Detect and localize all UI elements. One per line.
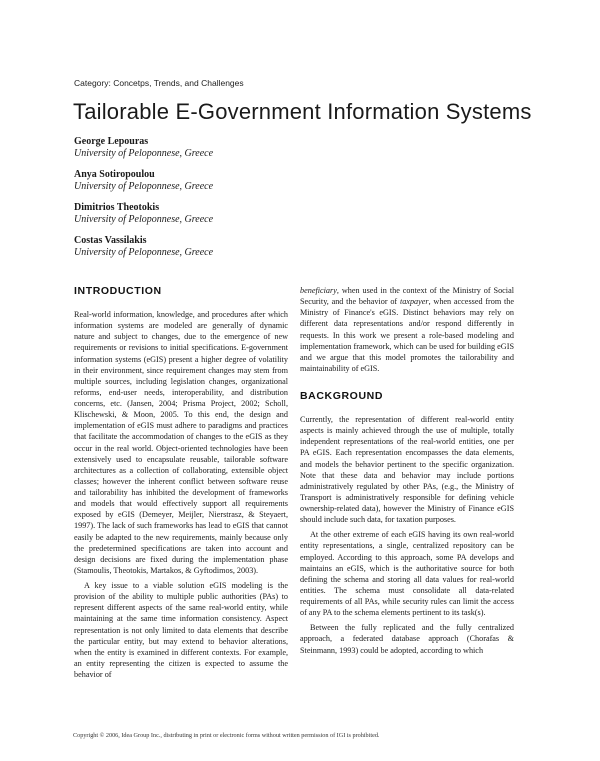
author-list	[74, 136, 374, 268]
paper-title: Tailorable E-Government Information Systems	[73, 99, 532, 124]
copyright-footer: Copyright © 2006, Idea Group Inc., distributing in print or electronic forms without written permission of IGI is prohibited.	[73, 732, 380, 739]
author-affiliation: University of Peloponnese, Greece	[74, 246, 214, 258]
background-heading: BACKGROUND	[300, 390, 383, 402]
author-affiliation: University of Peloponnese, Greece	[74, 147, 214, 159]
introduction-paragraph-continued	[300, 285, 514, 374]
introduction-paragraph	[74, 580, 288, 680]
author-name: Anya Sotiropoulou	[74, 169, 155, 180]
author-block	[74, 202, 374, 225]
introduction-heading: INTRODUCTION	[74, 285, 162, 297]
author-name: Costas Vassilakis	[74, 235, 147, 246]
author-name: Dimitrios Theotokis	[74, 202, 160, 213]
background-paragraph: At the other extreme of each eGIS having its own real-world entity representations, a single, centralized repository can be employed. According to this approach, some PA develops and maintains an eGIS, which is the authoritative source for both defining the schema and storing all data values for real-world entities. The schema must consolidate all data-related requirements of all PAs, while security rules can limit the access of any PA to the schema elements pertinent to its task(s).	[300, 530, 514, 618]
beneficiary-term: beneficiary	[300, 286, 337, 295]
right-column	[300, 285, 514, 656]
background-paragraph: Currently, the representation of different real-world entity aspects is mainly achieved through the use of multiple, totally independent representations of the real-world entities, one per PA eGIS. Each representation encompasses the data elements, and models the behavior pertinent to the specific organization. Note that these data and behavior may include portions administratively regulated by other PAs, (e.g., the Ministry of Transport is administratively responsible for defining vehicle ownership-related data), however the Ministry of Finance eGIS should include such data, for taxation purposes.	[300, 415, 514, 525]
author-block	[74, 136, 374, 159]
taxpayer-term: taxpayer	[399, 297, 429, 307]
left-column	[74, 285, 288, 680]
author-name: George Lepouras	[74, 136, 149, 147]
introduction-text: A key issue to a viable solution eGIS modeling is the provision of the ability to multiple public authorities (PAs) to represent different aspects of the same real-world entity, while maintaining at the same time information consistency. Aspect representation is not only limited to data elements that describe the particular entity, but may extend to behavior alterations, when the entity is examined in different contexts. For example, an entity representing the citizen is expected to assume the behavior of	[74, 581, 288, 679]
background-paragraph: Between the fully replicated and the fully centralized approach, a federated database approach (Chorafas & Steinmann, 1993) could be adopted, according to which	[300, 623, 514, 655]
introduction-text: , when used in the context of the Ministry of Social Security, and the behavior of	[300, 286, 514, 307]
author-affiliation: University of Peloponnese, Greece	[74, 180, 214, 192]
author-block	[74, 235, 374, 258]
author-block	[74, 169, 374, 192]
introduction-text: , when accessed from the Ministry of Finance's eGIS. Distinct behaviors may rely on different data representations and/or respond differently in requests. In this work we present a role-based modeling and implementation framework, which can be used for building eGIS and we argue that this model promotes the tailorability and maintainability of eGIS.	[300, 297, 514, 373]
author-affiliation: University of Peloponnese, Greece	[74, 213, 214, 225]
category-line: Category: Concetps, Trends, and Challenges	[74, 78, 244, 88]
introduction-paragraph: Real-world information, knowledge, and procedures after which information systems are modeled are generally of dynamic nature and subject to changes, due to the emergence of new requirements or revisions to initial specifications. E-government information systems (eGIS) present a higher degree of volatility in their environment, since requirement changes may stem from multiple sources, including legislation changes, organizational reforms, end-user needs, interoperability, and distribution concerns, etc. (Jansen, 2004; Prisma Project, 2002; Scholl, Klischewski, & Moon, 2005. To this end, the design and implementation of eGIS must adhere to paradigms and practices that facilitate the accommodation of changes to the eGIS as they occur in the real world. Object-oriented technologies have been extensively used to encapsulate reusable, tailorable software architectures as a collection of collaborating, extensible object classes; however the inherent conflict between software reuse and tailorability has inhibited the development of frameworks and models that would effectively support all requirements exposed by eGIS (Demeyer, Meijler, Nierstrasz, & Steyaert, 1997). The lack of such frameworks has lead to eGIS that cannot easily be adapted to the new requirements, mainly because only the predetermined specifications are taken into account and design decisions are fixed during the implementation phase (Stamoulis, Theotokis, Martakos, & Gyftodimos, 2003).	[74, 310, 288, 575]
